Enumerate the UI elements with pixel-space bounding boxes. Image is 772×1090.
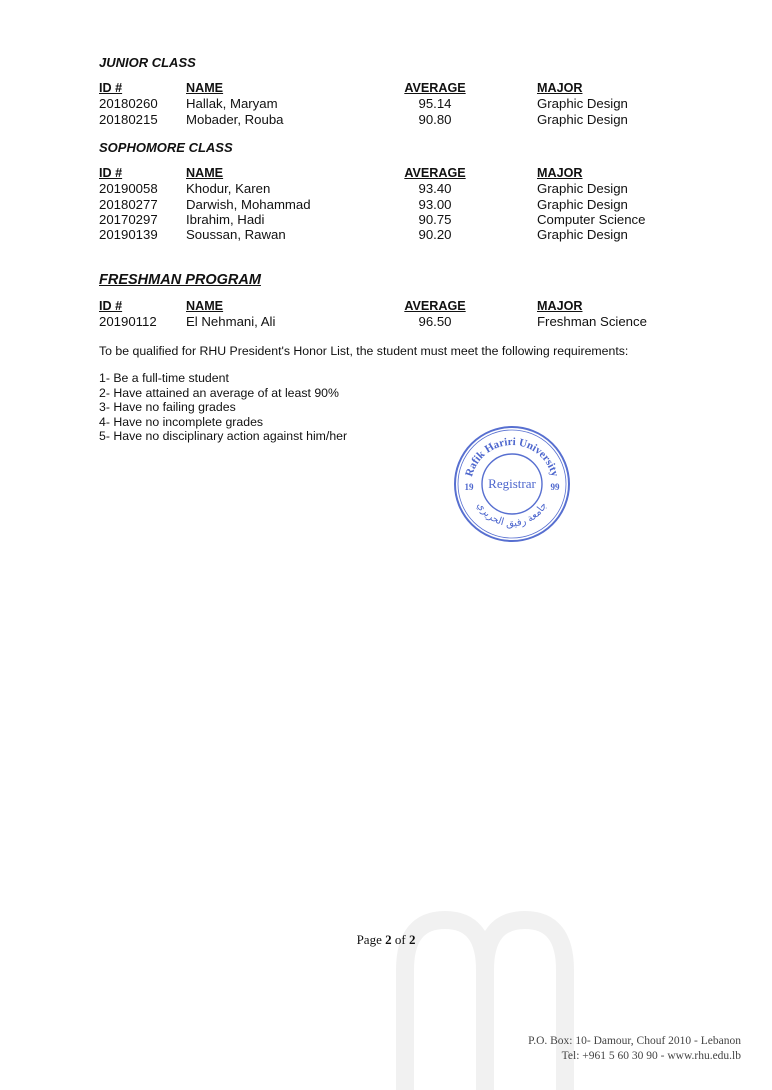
list-item: 5- Have no disciplinary action against him/her <box>99 429 348 444</box>
student-id: 20190058 <box>99 181 158 197</box>
student-name: Mobader, Rouba <box>186 111 284 127</box>
student-major: Graphic Design <box>537 96 628 112</box>
sophomore-table <box>99 166 699 242</box>
requirements-intro: To be qualified for RHU President's Honor List, the student must meet the following requirements: <box>99 344 629 358</box>
table-row <box>99 197 699 212</box>
page-number <box>0 932 772 948</box>
student-average: 95.14 <box>418 96 452 112</box>
junior-class-title: JUNIOR CLASS <box>99 55 196 70</box>
student-major: Graphic Design <box>537 227 628 243</box>
table-row <box>99 212 699 227</box>
freshman-table <box>99 299 699 330</box>
freshman-program-title: FRESHMAN PROGRAM <box>99 272 261 288</box>
major-header: MAJOR <box>537 299 583 313</box>
student-name: Darwish, Mohammad <box>186 196 311 212</box>
table-row <box>99 314 699 329</box>
id-header: ID # <box>99 81 123 95</box>
student-id: 20170297 <box>99 211 158 227</box>
name-header: NAME <box>186 299 224 313</box>
major-header: MAJOR <box>537 166 583 180</box>
table-row <box>99 227 699 242</box>
stamp-year-right: 99 <box>550 482 560 492</box>
student-average: 96.50 <box>418 314 452 330</box>
student-major: Computer Science <box>537 211 646 227</box>
student-average: 90.80 <box>418 111 452 127</box>
id-header: ID # <box>99 166 123 180</box>
average-header: AVERAGE <box>404 81 466 95</box>
table-row <box>99 112 699 127</box>
student-id: 20180260 <box>99 96 158 112</box>
table-row <box>99 181 699 196</box>
registrar-stamp <box>452 424 572 544</box>
stamp-year-left: 19 <box>464 482 474 492</box>
page-separator: of <box>391 932 409 947</box>
student-id: 20190139 <box>99 227 158 243</box>
list-item: 1- Be a full-time student <box>99 371 229 385</box>
stamp-arabic-text: جامعة رفيق الحريري <box>474 500 550 530</box>
average-header: AVERAGE <box>404 166 466 180</box>
list-item: 3- Have no failing grades <box>99 400 236 415</box>
requirements-list <box>99 371 347 444</box>
student-major: Freshman Science <box>537 314 647 330</box>
student-id: 20190112 <box>99 314 157 330</box>
table-row <box>99 96 699 111</box>
student-name: Hallak, Maryam <box>186 96 278 112</box>
student-major: Graphic Design <box>537 196 628 212</box>
name-header: NAME <box>186 166 224 180</box>
student-name: El Nehmani, Ali <box>186 314 276 330</box>
footer-address <box>528 1034 741 1064</box>
student-name: Soussan, Rawan <box>186 227 286 243</box>
page-prefix: Page <box>356 932 386 947</box>
student-average: 93.40 <box>418 181 452 197</box>
table-header-row <box>99 81 699 96</box>
footer-line-contact: Tel: +961 5 60 30 90 - www.rhu.edu.lb <box>561 1050 741 1062</box>
table-header-row <box>99 166 699 181</box>
page-total: 2 <box>408 932 416 947</box>
footer-line-address: P.O. Box: 10- Damour, Chouf 2010 - Lebanon <box>528 1035 741 1047</box>
student-name: Khodur, Karen <box>186 181 271 197</box>
student-major: Graphic Design <box>537 181 628 197</box>
major-header: MAJOR <box>537 81 583 95</box>
stamp-arc-text: Rafik Hariri University <box>463 435 561 479</box>
id-header: ID # <box>99 299 123 313</box>
stamp-center-text: Registrar <box>488 476 536 491</box>
page-current: 2 <box>385 932 392 947</box>
student-average: 90.20 <box>418 227 452 243</box>
student-name: Ibrahim, Hadi <box>186 211 265 227</box>
sophomore-class-title: SOPHOMORE CLASS <box>99 140 233 155</box>
list-item: 2- Have attained an average of at least 90% <box>99 385 339 400</box>
student-id: 20180215 <box>99 111 158 127</box>
student-id: 20180277 <box>99 196 158 212</box>
student-major: Graphic Design <box>537 111 628 127</box>
student-average: 93.00 <box>418 196 452 212</box>
student-average: 90.75 <box>418 211 452 227</box>
list-item: 4- Have no incomplete grades <box>99 414 264 429</box>
table-header-row <box>99 299 699 314</box>
average-header: AVERAGE <box>404 299 466 313</box>
name-header: NAME <box>186 81 224 95</box>
junior-table <box>99 81 699 127</box>
